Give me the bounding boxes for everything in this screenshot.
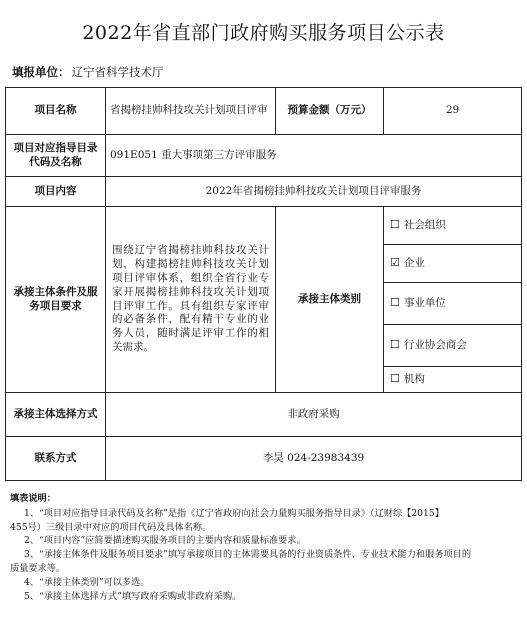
row-project-content	[6, 177, 522, 207]
category-option-label: 社会组织	[403, 219, 446, 232]
category-option-social-org	[384, 207, 522, 245]
instruction-item-5: 5、“承接主体选择方式”填写政府采购或非政府采购。	[24, 590, 242, 602]
checkbox-icon: ☐	[390, 296, 400, 310]
checkbox-icon: ☐	[390, 372, 400, 386]
checkbox-icon: ☐	[390, 218, 400, 232]
project-name-label: 项目名称	[6, 88, 106, 135]
category-option-label: 机构	[403, 373, 425, 386]
instruction-item-4: 4、“承接主体类别”可以多选。	[24, 576, 150, 588]
row-guide-catalog	[6, 135, 522, 177]
project-table	[5, 87, 522, 481]
reporting-unit-label: 填报单位：	[12, 65, 70, 79]
contact-label: 联系方式	[6, 437, 106, 481]
budget-value: 29	[384, 88, 522, 135]
instruction-item-3-cont: 质量要求等。	[10, 562, 66, 574]
contact-value: 李昊 024-23983439	[106, 437, 522, 481]
project-content-value: 2022年省揭榜挂帅科技攻关计划项目评审服务	[106, 177, 522, 207]
category-label: 承接主体类别	[276, 207, 384, 393]
category-option-institution	[384, 367, 522, 393]
category-option-label: 行业协会商会	[403, 339, 467, 352]
category-option-public-institution	[384, 283, 522, 325]
row-contact	[6, 437, 522, 481]
checkbox-icon: ☐	[390, 338, 400, 352]
checked-checkbox-icon: ☑	[390, 256, 400, 270]
guide-catalog-value: 091E051 重大事项第三方评审服务	[106, 135, 522, 177]
reporting-unit-value: 辽宁省科学技术厅	[71, 65, 164, 79]
project-name-value: 省揭榜挂帅科技攻关计划项目评审	[106, 88, 276, 135]
requirements-label: 承接主体条件及服务项目要求	[6, 207, 106, 393]
reporting-unit	[12, 64, 164, 80]
row-requirements	[6, 207, 522, 245]
category-option-industry-assoc	[384, 325, 522, 367]
project-content-label: 项目内容	[6, 177, 106, 207]
row-project-name	[6, 88, 522, 135]
guide-catalog-label: 项目对应指导目录代码及名称	[6, 135, 106, 177]
page-title: 2022年省直部门政府购买服务项目公示表	[82, 22, 445, 44]
selection-method-label: 承接主体选择方式	[6, 393, 106, 437]
row-selection-method	[6, 393, 522, 437]
category-option-label: 事业单位	[403, 297, 446, 310]
budget-label: 预算金额（万元）	[276, 88, 384, 135]
selection-method-value: 非政府采购	[106, 393, 522, 437]
category-option-label: 企业	[403, 257, 425, 270]
instruction-item-1: 1、“项目对应指导目录代码及名称”是指《辽宁省政府向社会力量购买服务指导目录》（辽财综【2015】	[24, 507, 444, 519]
instruction-item-3: 3、“承接主体条件及服务项目要求”填写承接项目的主体需要具备的行业资质条件、专业技术能力和服务项目的	[24, 549, 472, 561]
instruction-item-2: 2、“项目内容”应简要描述购买服务项目的主要内容和质量标准要求。	[24, 535, 306, 547]
instructions-heading: 填表说明：	[10, 493, 56, 504]
requirements-value: 围绕辽宁省揭榜挂帅科技攻关计划，构建揭榜挂帅科技攻关计划项目评审体系，组织全省行业专家开展揭榜挂帅科技攻关计划项目评审工作。具有组织专家评审的必备条件，配有精干专业的业务人员，随时满足评审工作的相关需求。	[106, 207, 276, 393]
instruction-item-1-cont: 455号）三级目录中对应的项目代码及具体名称。	[10, 521, 212, 533]
category-option-enterprise	[384, 245, 522, 283]
filling-instructions	[10, 492, 518, 603]
